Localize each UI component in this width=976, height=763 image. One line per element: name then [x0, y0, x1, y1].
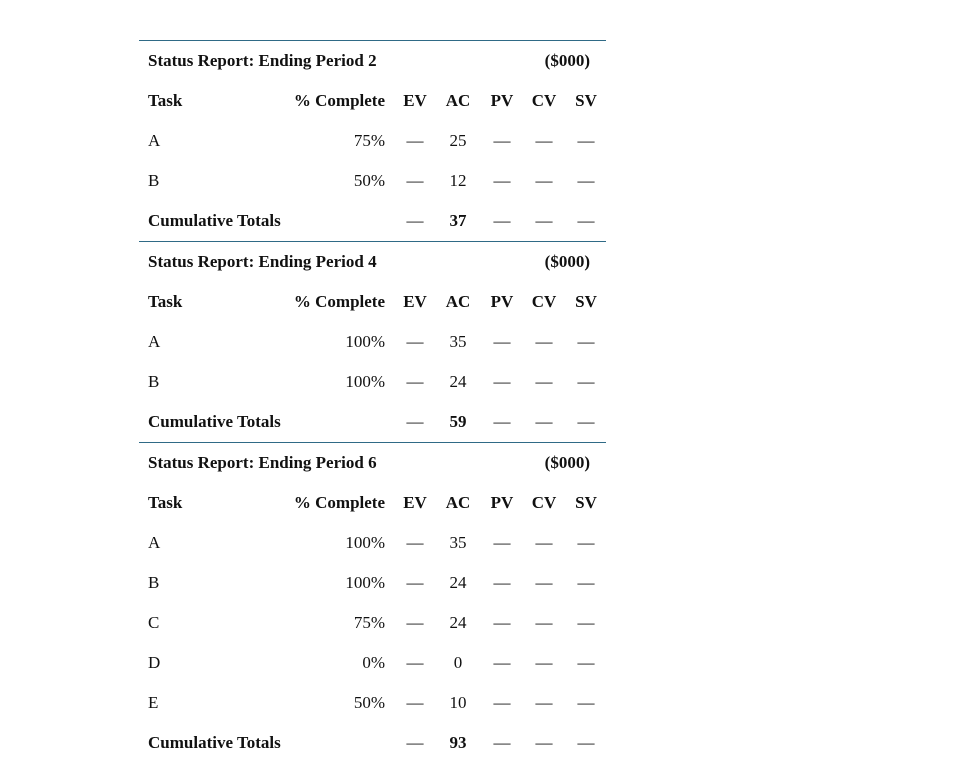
sv-value: —: [577, 131, 595, 150]
ac-value: 0: [453, 653, 463, 672]
total-ac: 37: [449, 211, 467, 230]
ac-value: 12: [449, 171, 467, 190]
column-header-row: [139, 483, 606, 523]
header-task: Task: [148, 91, 183, 110]
ac-value: 25: [449, 131, 467, 150]
sv-value: —: [577, 573, 595, 592]
total-sv: —: [577, 412, 595, 431]
total-cv: —: [535, 733, 553, 752]
units-label: ($000): [544, 252, 590, 271]
header-pct-complete: % Complete: [293, 493, 385, 512]
table-row: [139, 563, 606, 603]
pct-complete: 100%: [345, 573, 385, 592]
sv-value: —: [577, 332, 595, 351]
section-title-row: [139, 41, 606, 81]
cv-value: —: [535, 653, 553, 672]
section-title-row: [139, 443, 606, 483]
ac-value: 10: [449, 693, 467, 712]
pv-value: —: [493, 693, 511, 712]
units-label: ($000): [544, 51, 590, 70]
header-cv: CV: [531, 292, 557, 311]
table-row: [139, 121, 606, 161]
ac-value: 24: [449, 372, 467, 391]
table-row: [139, 603, 606, 643]
ev-value: —: [406, 653, 424, 672]
pv-value: —: [493, 533, 511, 552]
task-name: A: [148, 332, 161, 351]
units-label: ($000): [544, 453, 590, 472]
total-pv: —: [493, 211, 511, 230]
header-cv: CV: [531, 493, 557, 512]
header-pv: PV: [490, 292, 514, 311]
ev-value: —: [406, 693, 424, 712]
ev-value: —: [406, 533, 424, 552]
task-name: B: [148, 372, 160, 391]
total-pv: —: [493, 733, 511, 752]
ac-value: 24: [449, 613, 467, 632]
task-name: B: [148, 171, 160, 190]
ac-value: 24: [449, 573, 467, 592]
pv-value: —: [493, 372, 511, 391]
cv-value: —: [535, 372, 553, 391]
header-ac: AC: [445, 292, 471, 311]
task-name: B: [148, 573, 160, 592]
column-header-row: [139, 81, 606, 121]
header-ev: EV: [403, 91, 427, 110]
ac-value: 35: [449, 332, 467, 351]
totals-label: Cumulative Totals: [148, 733, 281, 752]
header-ev: EV: [403, 292, 427, 311]
total-sv: —: [577, 733, 595, 752]
total-cv: —: [535, 412, 553, 431]
ev-value: —: [406, 171, 424, 190]
status-section: [139, 241, 606, 442]
ev-value: —: [406, 573, 424, 592]
sv-value: —: [577, 372, 595, 391]
pct-complete: 75%: [353, 613, 385, 632]
total-ac: 59: [449, 412, 467, 431]
pv-value: —: [493, 653, 511, 672]
header-ev: EV: [403, 493, 427, 512]
table-row: [139, 362, 606, 402]
total-ev: —: [406, 733, 424, 752]
table-row: [139, 523, 606, 563]
pv-value: —: [493, 131, 511, 150]
ev-value: —: [406, 332, 424, 351]
pct-complete: 50%: [353, 693, 385, 712]
cumulative-totals-row: [139, 201, 606, 241]
cv-value: —: [535, 613, 553, 632]
table-row: [139, 322, 606, 362]
pv-value: —: [493, 332, 511, 351]
cv-value: —: [535, 573, 553, 592]
header-pv: PV: [490, 493, 514, 512]
header-pct-complete: % Complete: [293, 91, 385, 110]
sv-value: —: [577, 533, 595, 552]
sv-value: —: [577, 693, 595, 712]
task-name: E: [148, 693, 159, 712]
pct-complete: 50%: [353, 171, 385, 190]
pv-value: —: [493, 573, 511, 592]
header-task: Task: [148, 493, 183, 512]
header-task: Task: [148, 292, 183, 311]
section-title: Status Report: Ending Period 2: [148, 51, 377, 70]
column-header-row: [139, 282, 606, 322]
total-sv: —: [577, 211, 595, 230]
cv-value: —: [535, 131, 553, 150]
header-ac: AC: [445, 493, 471, 512]
ev-value: —: [406, 372, 424, 391]
section-title-row: [139, 242, 606, 282]
header-pct-complete: % Complete: [293, 292, 385, 311]
cv-value: —: [535, 533, 553, 552]
total-ev: —: [406, 211, 424, 230]
header-pv: PV: [490, 91, 514, 110]
pct-complete: 100%: [345, 372, 385, 391]
pv-value: —: [493, 613, 511, 632]
totals-label: Cumulative Totals: [148, 412, 281, 431]
ev-value: —: [406, 131, 424, 150]
cv-value: —: [535, 171, 553, 190]
table-row: [139, 161, 606, 201]
task-name: A: [148, 131, 161, 150]
header-sv: SV: [575, 91, 597, 110]
pv-value: —: [493, 171, 511, 190]
table-row: [139, 643, 606, 683]
task-name: C: [148, 613, 160, 632]
section-title: Status Report: Ending Period 6: [148, 453, 377, 472]
header-sv: SV: [575, 493, 597, 512]
sv-value: —: [577, 653, 595, 672]
ev-value: —: [406, 613, 424, 632]
total-pv: —: [493, 412, 511, 431]
sv-value: —: [577, 613, 595, 632]
ac-value: 35: [449, 533, 467, 552]
header-cv: CV: [531, 91, 557, 110]
status-report-table: [139, 40, 606, 763]
cv-value: —: [535, 693, 553, 712]
section-title: Status Report: Ending Period 4: [148, 252, 377, 271]
task-name: D: [148, 653, 161, 672]
status-section: [139, 40, 606, 241]
totals-label: Cumulative Totals: [148, 211, 281, 230]
pct-complete: 100%: [345, 332, 385, 351]
status-section: [139, 442, 606, 763]
cumulative-totals-row: [139, 402, 606, 442]
header-sv: SV: [575, 292, 597, 311]
total-ev: —: [406, 412, 424, 431]
table-row: [139, 683, 606, 723]
header-ac: AC: [445, 91, 471, 110]
total-ac: 93: [449, 733, 467, 752]
pct-complete: 100%: [345, 533, 385, 552]
cv-value: —: [535, 332, 553, 351]
total-cv: —: [535, 211, 553, 230]
task-name: A: [148, 533, 161, 552]
cumulative-totals-row: [139, 723, 606, 763]
sv-value: —: [577, 171, 595, 190]
pct-complete: 75%: [353, 131, 385, 150]
pct-complete: 0%: [362, 653, 385, 672]
